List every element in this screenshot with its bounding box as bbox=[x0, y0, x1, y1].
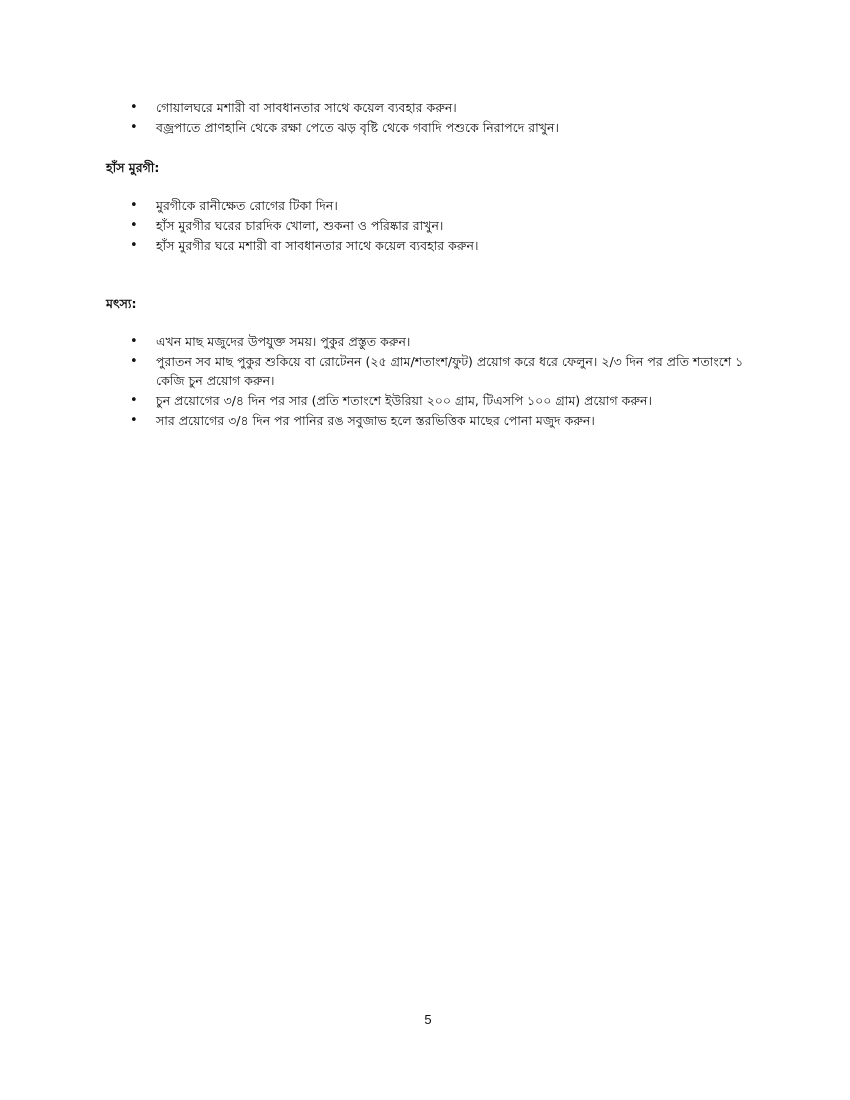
list-item: • বজ্রপাতে প্রাণহানি থেকে রক্ষা পেতে ঝড় বৃষ্টি থেকে গবাদি পশুকে নিরাপদে রাখুন। bbox=[106, 118, 766, 137]
poultry-advice-list bbox=[106, 196, 766, 256]
list-item: • চুন প্রয়োগের ৩/৪ দিন পর সার (প্রতি শতাংশে ইউরিয়া ২০০ গ্রাম, টিএসপি ১০০ গ্রাম) প্রয়োগ করুন। bbox=[106, 391, 766, 410]
list-item: • পুরাতন সব মাছ পুকুর শুকিয়ে বা রোটেনন (২৫ গ্রাম/শতাংশ/ফুট) প্রয়োগ করে ধরে ফেলুন। ২/৩ দিন পর প্রতি শতাংশে ১ কেজি চুন প্রয়োগ করুন। bbox=[106, 352, 766, 390]
list-item: • এখন মাছ মজুদের উপযুক্ত সময়। পুকুর প্রস্তুত করুন। bbox=[106, 332, 766, 351]
fish-heading: মৎস্য: bbox=[106, 296, 137, 311]
list-item: • হাঁস মুরগীর ঘরের চারদিক খোলা, শুকনা ও পরিষ্কার রাখুন। bbox=[106, 216, 766, 235]
fish-advice-list bbox=[106, 332, 766, 431]
list-item: • হাঁস মুরগীর ঘরে মশারী বা সাবধানতার সাথে কয়েল ব্যবহার করুন। bbox=[106, 236, 766, 255]
page-number: 5 bbox=[424, 1012, 432, 1027]
poultry-heading: হাঁস মুরগী: bbox=[106, 160, 160, 175]
list-item: • গোয়ালঘরে মশারী বা সাবধানতার সাথে কয়েল ব্যবহার করুন। bbox=[106, 98, 766, 117]
list-item: • সার প্রয়োগের ৩/৪ দিন পর পানির রঙ সবুজাভ হলে স্তরভিত্তিক মাছের পোনা মজুদ করুন। bbox=[106, 411, 766, 430]
livestock-advice-list bbox=[106, 98, 766, 138]
list-item: • মুরগীকে রানীক্ষেত রোগের টিকা দিন। bbox=[106, 196, 766, 215]
